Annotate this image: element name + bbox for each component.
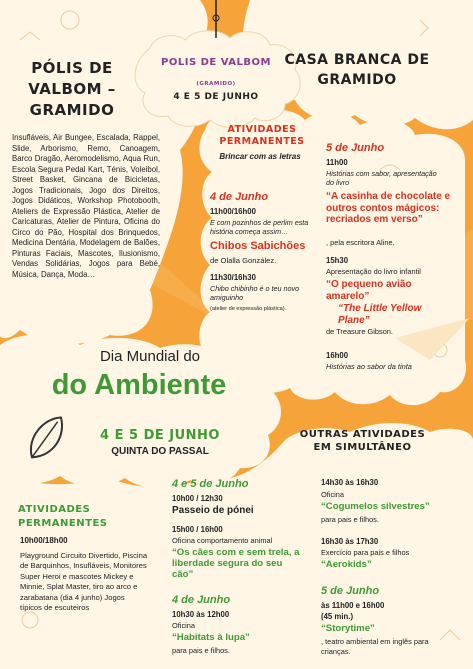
casa-day5-title2: “O pequeno avião amarelo” (326, 279, 412, 302)
polis-activities: Insufláveis, Air Bungee, Escalada, Rappel, Slide, Arborismo, Remo, Canoagem, Barco Dragão, Aeromodelismo, Aqua Run, Escola Segura Pedal Kart, Ténis, Voleibol, Street Basket, Gincana de Bicicletas, Jogos Tradicionais, Jogo dos Direitos, Jogos Didáticos, Workshop Photobooth, Ateliers de Expressão Plástica, Atelier de Caricaturas, Atelier de Pintura, Oficina do Circo do Pão, Hospital dos Brinquedos, Medicina Dentária, Modelagem de Balões, Pinturas Faciais, Mascotes, Ilusionismo, Vendas Solidárias, Jogos para Bebé, Música, Dança, Moda… (12, 133, 160, 279)
outras-a3: “Storytime” (321, 623, 375, 634)
casa-day5-time2: 15h30 (326, 256, 349, 265)
casa-title: CASA BRANCA DE GRAMIDO (284, 52, 430, 88)
outras-t3: às 11h00 e 16h00 (321, 601, 385, 610)
sign-title: POLIS DE VALBOM (161, 57, 271, 68)
outras-title: OUTRAS ATIVIDADES EM SIMULTÂNEO (299, 429, 426, 453)
casa-day5-desc2: Apresentação do livro infantil (326, 267, 421, 276)
polis-title: PÓLIS DE VALBOM – GRAMIDO (28, 59, 116, 119)
casa-day5-author1: , pela escritora Aline. (326, 238, 395, 247)
outras-d2: Exercício para pais e filhos (321, 548, 410, 557)
outras-p1: para pais e filhos. (321, 515, 379, 524)
quinta-t1: 10h00 / 12h30 (172, 494, 223, 503)
outras-t2: 16h30 às 17h30 (321, 537, 379, 546)
sign-subtitle: (GRAMIDO) (196, 81, 236, 87)
quinta-d45: 4 e 5 de Junho (172, 478, 249, 490)
quinta-a2: “Os cães com e sem trela, a liberdade segura do seu cão” (172, 547, 300, 580)
casa-day5-time1: 11h00 (326, 158, 348, 167)
outras-a1: “Cogumelos silvestres” (321, 501, 430, 512)
ambiente-dates: 4 E 5 DE JUNHO (100, 428, 220, 443)
quinta-d2: Oficina comportamento animal (172, 536, 273, 545)
quinta-a3: “Habitats à lupa” (172, 632, 250, 643)
outras-p3: , teatro ambiental em inglês para crianças. (321, 637, 429, 656)
sign-dates: 4 E 5 DE JUNHO (173, 92, 259, 102)
ambiente-title2: do Ambiente (51, 369, 227, 401)
quinta-a1: Passeio de pónei (172, 505, 254, 516)
quinta-t2: 15h00 / 16h00 (172, 525, 223, 534)
quinta-perm-time: 10h00/18h00 (20, 536, 68, 545)
casa-day4-author1: de Olalla González. (210, 256, 277, 265)
casa-day4-desc1: E com pozinhos de perlim esta história começa assim… (210, 218, 309, 236)
casa-day5-title2b: “The Little Yellow Plane” (338, 303, 422, 326)
ambiente-title1: Dia Mundial do (99, 348, 201, 365)
casa-day4-title1: Chibos Sabichões (210, 240, 306, 252)
casa-day5-time3: 16h00 (326, 351, 349, 360)
outras-t1: 14h30 às 16h30 (321, 478, 379, 487)
casa-perm-sub: Brincar com as letras (219, 152, 301, 161)
casa-day5-desc1: Histórias com sabor, apresentação do livro (326, 169, 437, 187)
casa-day5-desc3: Histórias ao sabor da tinta (326, 362, 412, 371)
outras-t3b: (45 min.) (321, 612, 354, 621)
quinta-d3: Oficina (172, 621, 196, 630)
casa-day4-note2: (atelier de expressão plástica). (210, 306, 287, 312)
casa-day5-author2: de Treasure Gibson. (326, 327, 393, 336)
quinta-t3: 10h30 às 12h00 (172, 610, 230, 619)
casa-day4-time2: 11h30/16h30 (210, 273, 256, 282)
casa-day5-date: 5 de Junho (326, 142, 385, 154)
quinta-d4: 4 de Junho (172, 594, 231, 606)
ambiente-place: QUINTA DO PASSAL (111, 446, 209, 457)
quinta-perm-title: ATIVIDADES PERMANENTES (18, 504, 108, 529)
outras-date5: 5 de Junho (321, 585, 380, 597)
outras-d1: Oficina (321, 490, 345, 499)
casa-day5-title1: “A casinha de chocolate e outros contos mágicos: recriados em verso” (326, 191, 451, 225)
quinta-perm-text: Playground Circuito Divertido, Piscina de Barquinhos, Insufláveis, Monitores Super Heroi e mascotes Mickey e Minnie, Splat Master, tiro ao arco e zarabatana (dia 4 junho) Jogos típicos de escuteiros (20, 551, 148, 613)
casa-day4-date: 4 de Junho (210, 191, 269, 203)
casa-day4-desc2: Chibo chibinho é o teu novo amiguinho (210, 284, 300, 302)
quinta-p3: para pais e filhos. (172, 646, 230, 655)
casa-day4-time1: 11h00/16h00 (210, 207, 256, 216)
casa-perm-title: ATIVIDADES PERMANENTES (219, 124, 305, 147)
outras-a2: “Aerokids” (321, 559, 372, 570)
